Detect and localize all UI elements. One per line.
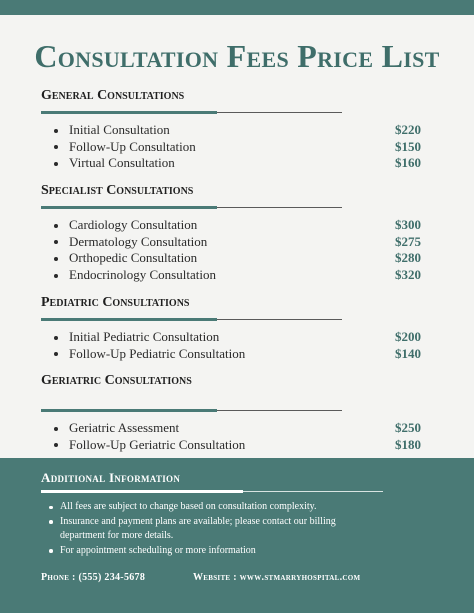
item-name: Follow-Up Geriatric Consultation — [69, 436, 246, 452]
price-item — [41, 122, 433, 139]
price-list — [41, 420, 433, 453]
section-geriatric-consultations — [41, 373, 433, 453]
section-pediatric-consultations — [41, 295, 433, 362]
item-name: Initial Consultation — [69, 122, 170, 137]
price-item — [41, 234, 433, 251]
bullet-icon — [54, 129, 58, 133]
price-item — [41, 217, 433, 234]
bullet-icon — [54, 274, 58, 278]
item-price: $180 — [395, 436, 421, 452]
item-name: Geriatric Assessment — [69, 420, 180, 435]
bullet-icon — [54, 427, 58, 431]
price-item — [41, 437, 433, 454]
price-item — [41, 155, 433, 172]
bullet-icon — [49, 520, 53, 524]
section-divider — [41, 409, 342, 412]
section-general-consultations — [41, 88, 433, 172]
website-link[interactable]: Website : www.stmarryhospital.com — [193, 572, 361, 583]
section-specialist-consultations — [41, 183, 433, 284]
top-accent-bar — [0, 0, 474, 15]
item-price: $250 — [395, 420, 421, 435]
bullet-icon — [54, 162, 58, 166]
bullet-icon — [54, 443, 58, 447]
price-list — [41, 217, 433, 284]
item-price: $220 — [395, 122, 421, 137]
price-item — [41, 250, 433, 267]
note-text: For appointment scheduling or more information — [60, 544, 256, 556]
price-item — [41, 267, 433, 284]
note-text: All fees are subject to change based on consultation complexity. — [60, 501, 317, 512]
section-divider — [41, 111, 342, 114]
page-title: Consultation Fees Price List — [34, 38, 440, 74]
price-list — [41, 329, 433, 362]
bullet-icon — [54, 145, 58, 149]
bullet-icon — [54, 352, 58, 356]
bullet-icon — [54, 224, 58, 228]
note-text: Insurance and payment plans are available; please contact our billing department for more details. — [60, 515, 336, 542]
bullet-icon — [49, 549, 53, 553]
price-item — [41, 329, 433, 346]
item-price: $280 — [395, 250, 421, 266]
item-name: Virtual Consultation — [69, 155, 175, 171]
item-name: Orthopedic Consultation — [69, 250, 198, 266]
bullet-icon — [54, 240, 58, 244]
footer-divider — [41, 490, 383, 493]
price-item — [41, 139, 433, 156]
section-divider — [41, 318, 342, 321]
section-title: Pediatric Consultations — [41, 295, 190, 310]
info-note — [41, 500, 381, 515]
bullet-icon — [54, 257, 58, 261]
bullet-icon — [49, 506, 53, 510]
section-title: Geriatric Consultations — [41, 373, 192, 388]
price-list — [41, 122, 433, 172]
item-price: $200 — [395, 329, 421, 344]
info-note — [41, 515, 381, 544]
item-price: $275 — [395, 233, 421, 249]
item-name: Initial Pediatric Consultation — [69, 329, 220, 344]
additional-info-footer — [0, 458, 474, 613]
item-name: Endocrinology Consultation — [69, 267, 216, 283]
item-price: $160 — [395, 155, 421, 171]
phone-number: Phone : (555) 234-5678 — [41, 572, 146, 583]
section-divider — [41, 206, 342, 209]
item-price: $140 — [395, 345, 421, 361]
info-notes — [41, 500, 381, 558]
price-item — [41, 346, 433, 363]
item-name: Follow-Up Pediatric Consultation — [69, 345, 246, 361]
item-price: $300 — [395, 217, 421, 232]
section-title: General Consultations — [41, 88, 185, 103]
price-item — [41, 420, 433, 437]
item-price: $320 — [395, 267, 421, 283]
item-name: Follow-Up Consultation — [69, 138, 196, 154]
bullet-icon — [54, 336, 58, 340]
section-title: Specialist Consultations — [41, 183, 194, 198]
info-note — [41, 544, 381, 559]
footer-title: Additional Information — [41, 470, 181, 485]
item-price: $150 — [395, 138, 421, 154]
item-name: Cardiology Consultation — [69, 217, 198, 232]
item-name: Dermatology Consultation — [69, 233, 208, 249]
